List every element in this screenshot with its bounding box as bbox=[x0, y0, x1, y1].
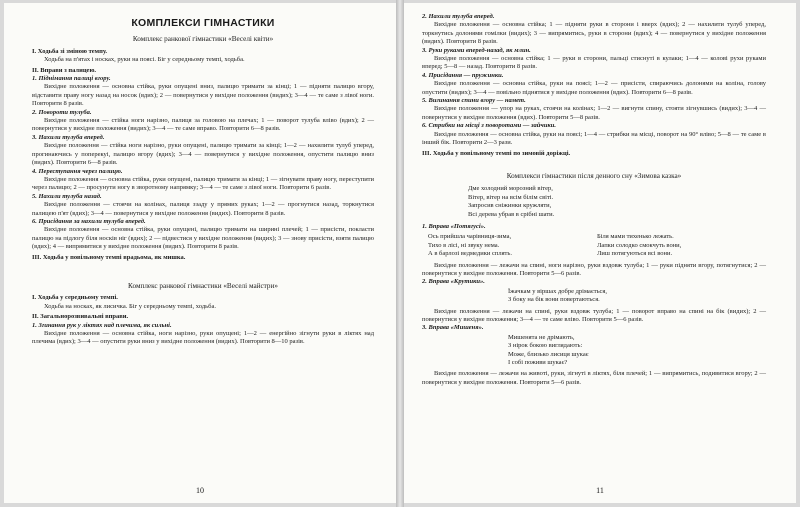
paragraph: Вихідне положення — стійка ноги нарізно, руки опущені, палицю тримати за кінці; 1—2 — нахилити тулуб уперед, прогинаючись у поперекуі, палицю вгору (вдих); 3—4 — повернутися у вихідне положення, опустити палицю вниз (видих). Повторити 6—8 разів. bbox=[32, 142, 374, 167]
exercise-heading: 4. Присідання — пружинки. bbox=[422, 71, 504, 79]
exercise-heading: 1. Піднімання палиці вгору. bbox=[32, 75, 111, 83]
paragraph: Вихідне положення — основна стійка, руки опущені вниз, палицю тримати за кінці; 1 — підняти палицю вгору, відставити праву ногу назад на носок (вдих); 2 — повернутися у вихідне положення (видих); 3—4 — те саме з лівої ноги. Повторити 8 разів. bbox=[32, 83, 374, 108]
left-column bbox=[32, 13, 374, 347]
poem-two-column bbox=[422, 233, 766, 258]
poem bbox=[508, 334, 766, 368]
poem-line: Біля мами тихенько лежать. bbox=[597, 233, 674, 241]
paragraph: Вихідне положення — лежачи на спині, ноги нарізно, руки вздовж тулуба; 1 — руки підняти вгору, потягнутися; 2 — повернутися у вихідне положення. Повторити 5—6 разів. bbox=[422, 261, 766, 277]
paragraph: Вихідне положення — стоячи на колінах, палиця ззаду у прямих руках; 1—2 — прогнутися назад, торкнутися палицею п'ят (вдих); 3—4 — повернутися у вихідне положення (видих). Повторити 8 разів. bbox=[32, 201, 374, 217]
poem-line: Лапки солодко смокчуть вони, bbox=[597, 241, 682, 249]
paragraph: Вихідне положення — основна стійка, руки на поясі; 1—2 — присісти, спираючись долонями на коліна, голову опустити (видих); 3—4 — повільно піднятися у вихідне положення (вдих). Повторити 6—8 разів. bbox=[422, 80, 766, 96]
section-heading: ІІ. Вправи з палицею. bbox=[32, 66, 97, 74]
poem-line: Мишенята не дрімають, bbox=[508, 333, 575, 341]
poem-line: Ось прийшла чарівниця-зима, bbox=[428, 233, 512, 241]
paragraph: Вихідне положення — стійка ноги нарізно, палиця за головою на плечах; 1 — поворот тулуба вліво (вдих); 2 — повернутися у вихідне положення (видих); 3—4 — те саме вправо. Повторити 6—8 разів. bbox=[32, 117, 374, 133]
complex-title: Комплекс ранкової гімнастики «Веселі майстри» bbox=[128, 281, 278, 290]
poem-line: Всі дерева убрав в срібні шати. bbox=[468, 210, 555, 218]
exercise-heading: 2. Нахили тулуба вперед. bbox=[422, 13, 495, 20]
paragraph: Вихідне положення — основна стійка, руки на поясі; 1—4 — стрибки на місці, поворот на 90° вліво; 5—8 — те саме в інший бік. Повторити 2—3 рази. bbox=[422, 130, 766, 147]
section-heading: І. Ходьба у середньому темпі. bbox=[32, 294, 118, 302]
exercise-heading: 1. Вправа «Потягусі». bbox=[422, 222, 486, 230]
poem-line: Дме холодний морозний вітер, bbox=[468, 185, 553, 193]
poem-line: Може, близько лисиця шукає bbox=[508, 350, 589, 358]
paragraph: Вихідне положення — лежачи на животі, руки, зігнуті в ліктях, біля плечей; 1 — випрямитись, подивитися вгору; 2 — повернутися у вихідне положення. Повторити 5—6 разів. bbox=[422, 370, 766, 386]
section-heading: ІІІ. Ходьба у повільному темпі врадьома, як мишка. bbox=[32, 253, 186, 261]
page-title: КОМПЛЕКСИ ГІМНАСТИКИ bbox=[131, 17, 275, 29]
exercise-heading: 2. Повороти тулуба. bbox=[32, 108, 92, 116]
paragraph: Вихідне положення — основна стійка, руки опущені, палицю тримати за кінці; 1 — зігнувати праву ногу, переступити через палицю; 2 — просунути ногу в зворотному напрямку; 3—4 — те саме з лівої ноги. Повторити 6 разів. bbox=[32, 175, 374, 192]
exercise-heading: 3. Руки руками вперед-назад, як млин. bbox=[422, 46, 531, 54]
poem-line: Запросив сніжинки кружляти, bbox=[468, 202, 552, 210]
section-heading: І. Ходьба зі зміною темпу. bbox=[32, 47, 108, 55]
exercise-heading: 5. Нахили тулуба назад. bbox=[32, 192, 102, 200]
exercise-heading: 2. Вправа «Крутики». bbox=[422, 278, 485, 286]
complex-title: Комплекси гімнастики після денного сну «Зимова казка» bbox=[506, 171, 682, 180]
left-page bbox=[4, 3, 396, 503]
section-heading: ІІ. Загальнорозвивальні вправи. bbox=[32, 313, 129, 321]
poem-line: З боку на бік вони повертаються. bbox=[508, 296, 600, 304]
exercise-heading: 3. Вправа «Мишеня». bbox=[422, 324, 484, 332]
poem-line: А в барлозі ведмедики сплять. bbox=[428, 250, 512, 258]
right-column bbox=[422, 13, 766, 387]
paragraph: Вихідне положення — основна стійка, руки опущені, палицю тримати на ширині плечей; 1 — присісти, покласти палицю на підлогу біля носків ніг (вдих); 2 — підвестися у вихідне положення (видих); 3 — знову присісти, взяти палицю (вдих); 4 — випрямитися у вихідне положення (видих). Повторити 8 разів. bbox=[32, 226, 374, 251]
poem-line: З нірок бокою виглядають: bbox=[508, 342, 583, 350]
book-gutter bbox=[396, 0, 404, 507]
right-page bbox=[404, 3, 796, 503]
paragraph: Вихідне положення — основна стійка, ноги нарізно, руки опущені; 1—2 — енергійно зігнути руки в ліктях над плечима (вдих); 3—4 — опустити руки вниз у вихідне положення (видих). Повторити 8—10 разів. bbox=[32, 330, 374, 346]
complex-title: Комплекс ранкової гімнастики «Веселі квіти» bbox=[132, 35, 274, 44]
exercise-heading: 1. Згинання рук у ліктях над плечима, як сильні. bbox=[32, 321, 172, 329]
exercise-heading: 4. Переступання через палицю. bbox=[32, 167, 123, 175]
poem bbox=[468, 185, 766, 219]
poem-line: І собі поживи шукає? bbox=[508, 359, 568, 367]
exercise-heading: 5. Вигинання спини вгору — намет. bbox=[422, 97, 526, 105]
exercise-heading: 6. Присідання за нахили тулуба вперед. bbox=[32, 217, 146, 225]
exercise-heading: 6. Стрибки на місці з поворотами — зайчики. bbox=[422, 122, 556, 130]
poem-line: Вітер, вітер на всім білім світі. bbox=[468, 193, 554, 201]
exercise-heading: 3. Нахили тулуба вперед. bbox=[32, 133, 105, 141]
poem-line: Їжачкам у віршах добре дрімається, bbox=[508, 287, 608, 295]
paragraph: Вихідне положення — основна стійка; 1 — підняти руки в сторони і вверх (вдих); 2 — нахилити тулуб уперед, торкнутись долонями гомілки (видих); 3 — випрямитись, руки в сторони (вдих); 4 — повернутися у вихідне положення (видих). Повторити 8 разів. bbox=[422, 21, 766, 46]
paragraph: Вихідне положення — лежачи на спині, руки вздовж тулуба; 1 — поворот вправо на спині на бік (видих); 2 — повернутися у вихідне положення; 3—4 — те саме вліво. Повторити 5—6 разів. bbox=[422, 307, 766, 323]
poem bbox=[508, 288, 766, 305]
page-number: 10 bbox=[196, 486, 204, 495]
page-number: 11 bbox=[596, 486, 604, 495]
paragraph: Вихідне положення — основна стійка; 1 — руки в сторони, пальці стиснуті в кулаки; 1—4 — колові рухи руками вперед; 5—8 — назад. Повторити 8 разів. bbox=[422, 55, 766, 71]
paragraph: Ходьба на носках, як лисичка. Біг у середньому темпі, ходьба. bbox=[44, 302, 216, 310]
poem-line: Тихо в лісі, ні звуку нема. bbox=[428, 241, 500, 249]
section-heading: ІІІ. Ходьба у повільному темпі по зимовій доріжці. bbox=[422, 149, 571, 157]
paragraph: Ходьба на п'ятах і носках, руки на поясі. Біг у середньому темпі, ходьба. bbox=[44, 56, 245, 64]
paragraph: Вихідне положення — упор на руках, стоячи на колінах; 1—2 — вигнути спину, стояти зігнувшись (видих); 3—4 — повернутися у вихідне положення (вдих). Повторити 5—8 разів. bbox=[422, 105, 766, 121]
poem-line: Лиш потягуються всі вони. bbox=[597, 250, 673, 258]
